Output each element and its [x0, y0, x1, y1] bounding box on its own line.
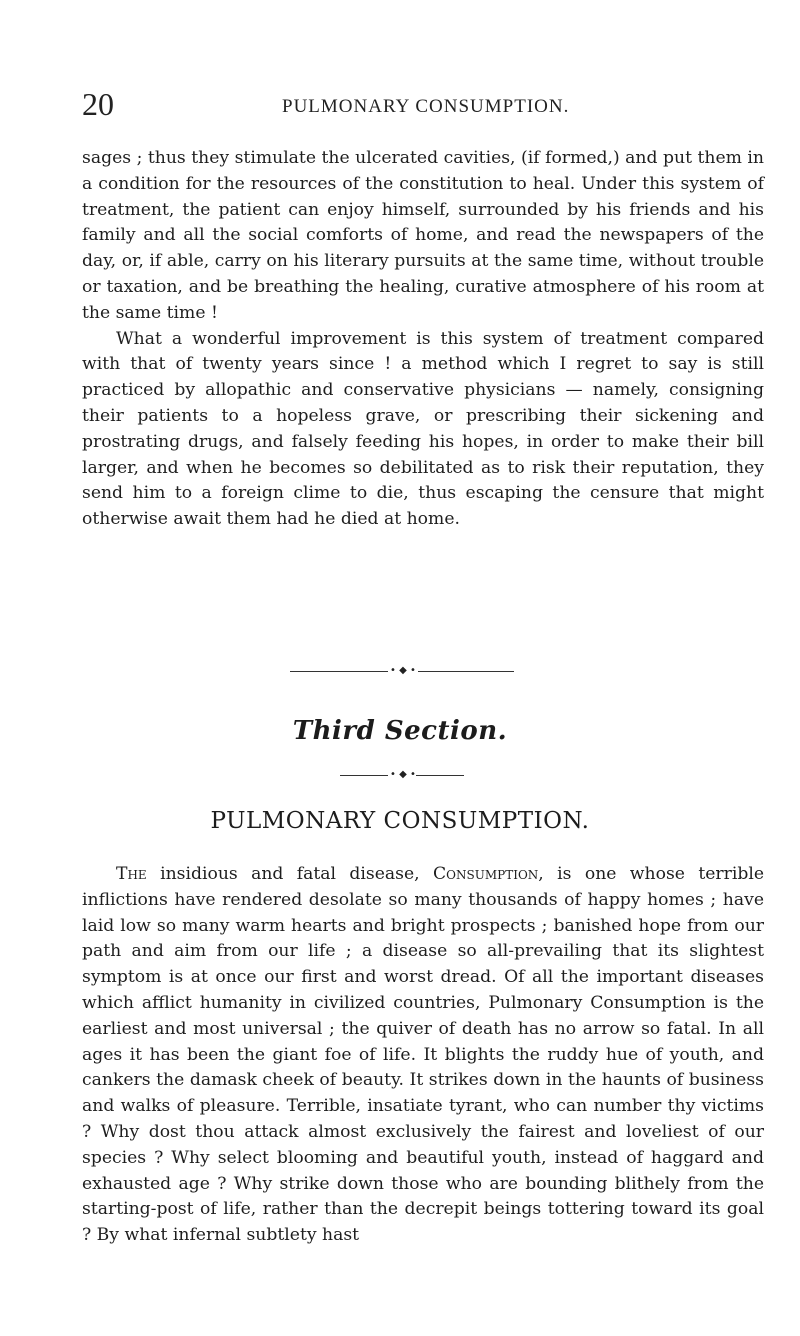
paragraph — [82, 862, 764, 1249]
section-heading: PULMONARY CONSUMPTION. — [210, 808, 590, 834]
running-head: PULMONARY CONSUMPTION. — [282, 96, 570, 117]
paragraph-text: insidious and fatal disease, — [146, 864, 434, 884]
paragraph-text: , is one whose terrible inflictions have rendered desolate so many thousands of happy homes ; have laid low so many warm hearts and bright prospects ; banished hope from our path and aim from our life ; a disease so all-prevailing that its slightest symptom is at once our first and worst dread. Of all the important diseases which afflict humanity in civilized countries, Pulmonary Consumption is the earliest and most universal ; the quiver of death has no arrow so fatal. In all ages it has been the giant foe of life. It blights the ruddy hue of youth, and cankers the damask cheek of beauty. It strikes down in the haunts of business and walks of pleasure. Terrible, insatiate tyrant, who can number thy victims ? Why dost thou attack almost exclusively the fairest and loveliest of our species ? Why select blooming and beautiful youth, instead of haggard and exhausted age ? Why strike down those who are bounding blithely from the starting-post of life, rather than the decrepit beings tottering toward its goal ? By what infernal subtlety hast — [82, 864, 764, 1246]
section-title: Third Section. — [292, 716, 508, 746]
emphasized-term: Consumption — [433, 864, 539, 884]
divider-dots: • ◆ • — [390, 769, 416, 780]
page-number: 20 — [82, 86, 114, 122]
page-header — [82, 86, 764, 126]
lead-word: The — [116, 864, 147, 884]
section-divider-ornament — [340, 769, 464, 780]
section-divider-ornament — [290, 665, 514, 676]
divider-rule — [290, 671, 388, 672]
paragraph: What a wonderful improvement is this system of treatment compared with that of twenty years since ! a method which I regret to say is still practiced by allopathic and conservative physicians — namely, consigning their patients to a hopeless grave, or prescribing their sickening and prostrating drugs, and falsely feeding his hopes, in order to make their bill larger, and when he becomes so debilitated as to risk their reputation, they send him to a foreign clime to die, thus escaping the censure that might otherwise await them had he died at home. — [82, 328, 764, 530]
divider-rule — [418, 671, 514, 672]
divider-rule — [416, 775, 464, 776]
paragraph: sages ; thus they stimulate the ulcerated cavities, (if formed,) and put them in a condition for the resources of the constitution to heal. Under this system of treatment, the patient can enjoy himself, surrounded by his friends and his family and all the social comforts of home, and read the newspapers of the day, or, if able, carry on his literary pursuits at the same time, without trouble or taxation, and be breathing the healing, curative atmosphere of his room at the same time ! — [82, 148, 764, 323]
body-text-section — [82, 862, 764, 1249]
divider-dots: • ◆ • — [390, 665, 416, 676]
divider-rule — [340, 775, 388, 776]
body-text-top — [82, 146, 764, 533]
